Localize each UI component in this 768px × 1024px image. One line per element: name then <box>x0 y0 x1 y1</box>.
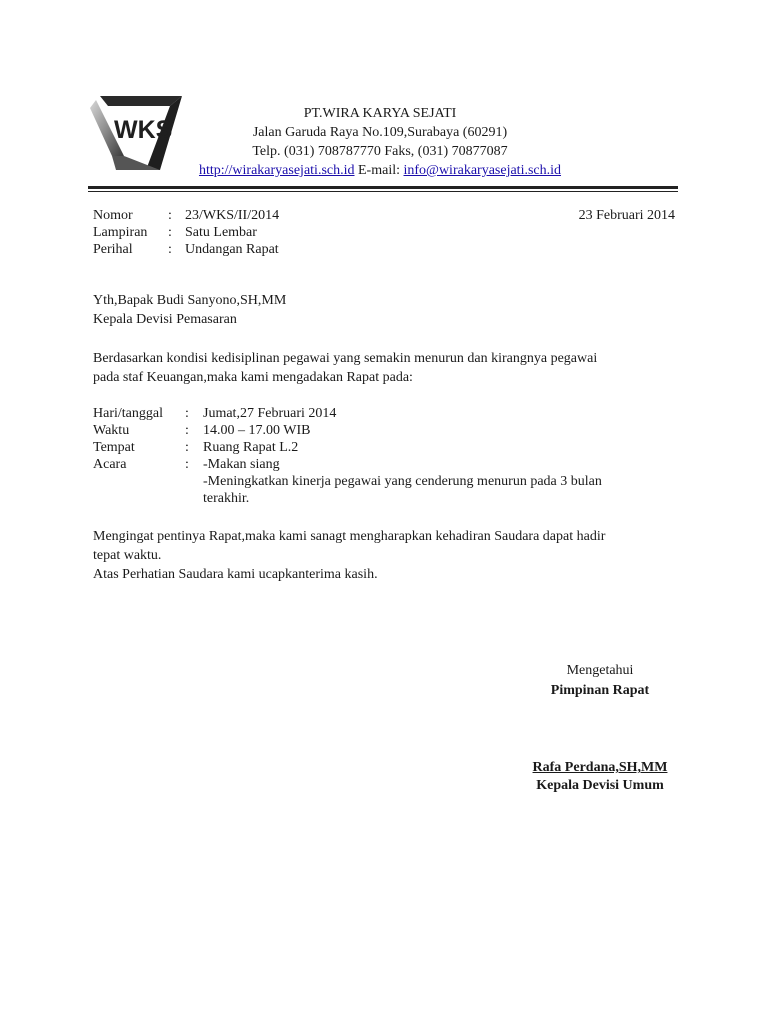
header-rule-thin <box>88 191 678 192</box>
meta-colon: : <box>168 242 172 257</box>
detail-row-agenda <box>93 456 683 473</box>
detail-colon: : <box>185 440 189 455</box>
intro-paragraph <box>93 349 683 387</box>
closing-line: Mengingat pentinya Rapat,maka kami sanagt mengharapkan kehadiran Saudara dapat hadir <box>93 529 606 544</box>
closing-line: tepat waktu. <box>93 548 162 563</box>
intro-line: pada staf Keuangan,maka kami mengadakan Rapat pada: <box>93 370 413 385</box>
detail-row-time <box>93 422 683 439</box>
company-address: Jalan Garuda Raya No.109,Surabaya (60291) <box>252 125 508 140</box>
recipient-name: Yth,Bapak Budi Sanyono,SH,MM <box>93 293 287 308</box>
logo-text: WKS <box>114 116 173 144</box>
detail-value: Ruang Rapat L.2 <box>203 440 299 455</box>
meta-value: 23/WKS/II/2014 <box>185 208 280 223</box>
recipient-position: Kepala Devisi Pemasaran <box>93 312 237 327</box>
closing-line: Atas Perhatian Saudara kami ucapkanterima kasih. <box>93 567 378 582</box>
intro-line: Berdasarkan kondisi kedisiplinan pegawai yang semakin menurun dan kirangnya pegawai <box>93 351 598 366</box>
detail-value: Jumat,27 Februari 2014 <box>203 406 337 421</box>
meta-colon: : <box>168 225 172 240</box>
detail-colon: : <box>185 406 189 421</box>
website-link[interactable]: http://wirakaryasejati.sch.id <box>198 163 355 178</box>
meta-value: Satu Lembar <box>185 225 257 240</box>
detail-row-agenda-cont <box>93 473 683 490</box>
detail-value: -Meningkatkan kinerja pegawai yang cenderung menurun pada 3 bulan <box>203 474 602 489</box>
email-link[interactable]: info@wirakaryasejati.sch.id <box>403 163 562 178</box>
detail-colon <box>185 473 203 490</box>
acknowledged-label: Mengetahui <box>566 663 634 678</box>
meta-row-number <box>93 207 279 224</box>
company-contact <box>150 161 610 180</box>
meta-label: Nomor <box>93 208 133 223</box>
signer-name: Rafa Perdana,SH,MM <box>532 760 668 775</box>
detail-row-place <box>93 439 683 456</box>
meta-row-subject <box>93 241 279 258</box>
meta-label: Lampiran <box>93 225 148 240</box>
recipient-block <box>93 291 286 329</box>
signer-role: Pimpinan Rapat <box>550 683 650 698</box>
detail-value: 14.00 – 17.00 WIB <box>203 423 311 438</box>
detail-row-date <box>93 405 683 422</box>
email-label: E-mail: <box>354 163 404 178</box>
meta-colon: : <box>168 208 172 223</box>
meeting-details <box>93 405 683 507</box>
meta-value: Undangan Rapat <box>185 242 279 257</box>
detail-label: Tempat <box>93 440 135 455</box>
closing-paragraph <box>93 527 683 584</box>
letterhead <box>150 104 610 180</box>
detail-row-agenda-cont <box>93 490 683 507</box>
company-name: PT.WIRA KARYA SEJATI <box>303 106 457 121</box>
detail-label: Hari/tanggal <box>93 406 163 421</box>
detail-label: Waktu <box>93 423 130 438</box>
signer-position: Kepala Devisi Umum <box>536 778 664 793</box>
detail-colon <box>185 490 203 507</box>
detail-label <box>93 490 185 507</box>
letter-meta <box>93 207 279 258</box>
detail-colon: : <box>185 423 189 438</box>
letter-date: 23 Februari 2014 <box>578 208 675 223</box>
detail-value: terakhir. <box>203 491 250 506</box>
detail-value: -Makan siang <box>203 457 280 472</box>
company-phone: Telp. (031) 708787770 Faks, (031) 70877087 <box>252 144 508 159</box>
header-rule-thick <box>88 186 678 189</box>
detail-label: Acara <box>93 457 127 472</box>
detail-label <box>93 473 185 490</box>
detail-colon: : <box>185 457 189 472</box>
meta-row-attachment <box>93 224 279 241</box>
meta-label: Perihal <box>93 242 133 257</box>
